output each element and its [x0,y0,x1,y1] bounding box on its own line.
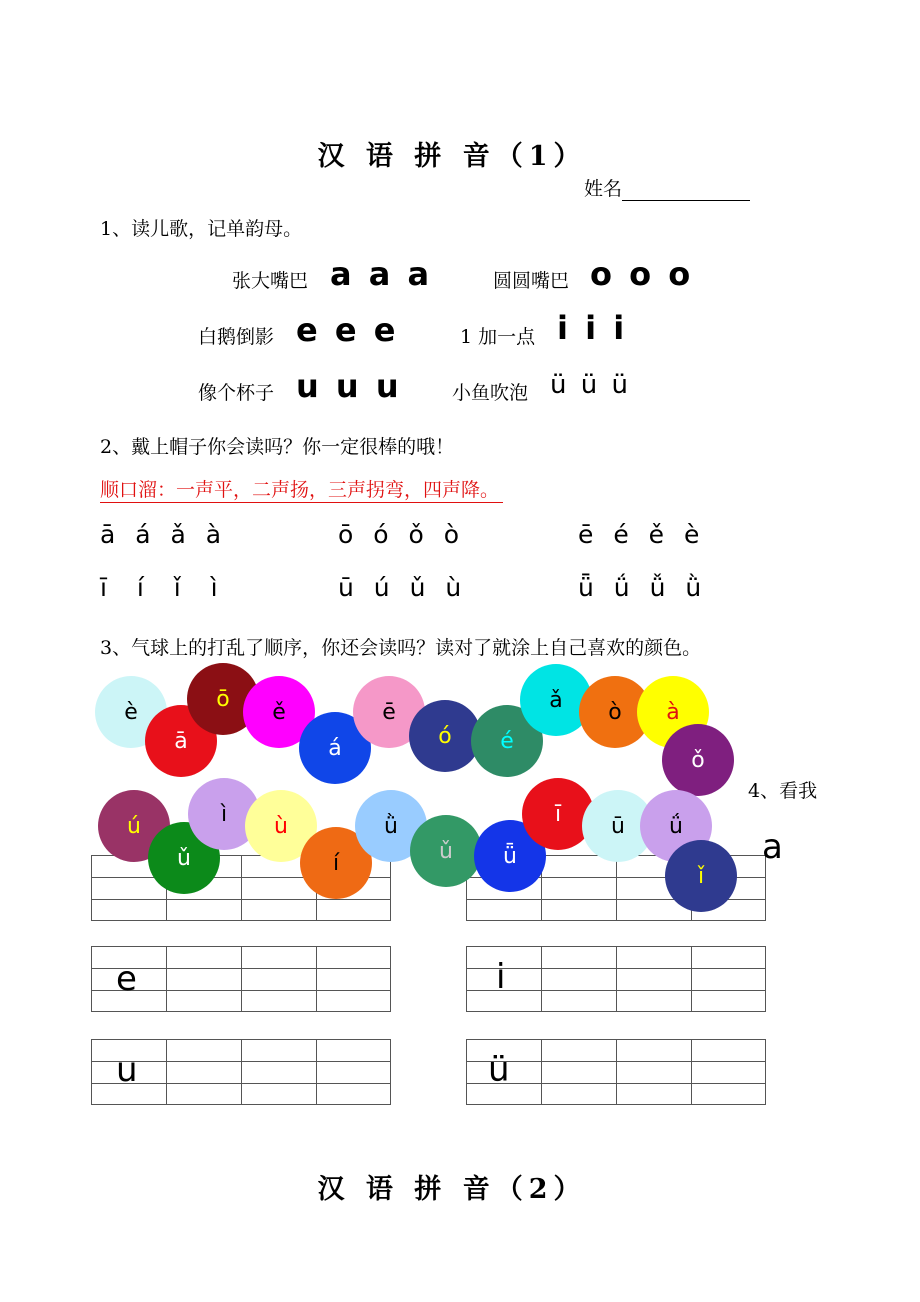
section3-heading: 3、气球上的打乱了顺序，你还会读吗？读对了就涂上自己喜欢的颜色。 [100,637,702,659]
balloon-label: ō [216,686,230,712]
tone-rhyme: 顺口溜：一声平，二声扬，三声拐弯，四声降。 [100,475,503,503]
section4-heading: 4、看我 [748,780,818,802]
rhyme-label-v: 小鱼吹泡 [452,382,529,404]
section2-heading: 2、戴上帽子你会读吗？你一定很棒的哦！ [100,436,455,458]
balloon-label: ó [438,723,452,749]
balloon-label: ū [611,813,625,839]
letters-a: a a a [330,255,430,293]
letters-o: o o o [590,255,691,293]
tones-a: ā á ǎ à [100,520,222,549]
name-label: 姓名 [584,178,623,200]
rhyme-label-u: 像个杯子 [198,382,275,404]
balloon-label: ǔ [177,845,191,871]
tones-o: ō ó ǒ ò [338,520,460,549]
balloon-label: ē [382,699,396,725]
balloon-label: ǐ [697,863,705,889]
balloon-label: é [500,728,514,754]
balloon-label: ě [272,699,286,725]
balloon-label: í [332,850,340,876]
balloon-label: ì [220,801,228,827]
grid-letter-e: e [116,959,137,999]
writing-grid-v[interactable] [466,1039,766,1105]
grid-letter-a: a [762,827,783,867]
grid-letter-i: i [496,957,506,997]
letters-e: e e e [296,311,396,349]
balloon-label: ǔ [439,838,453,864]
balloon-label: à [666,699,680,725]
writing-grid-i[interactable] [466,946,766,1012]
letters-v: ü ü ü [550,370,628,400]
grid-letter-v: ü [488,1050,510,1090]
letters-i: i i i [557,309,625,347]
tones-v: ǖ ǘ ǚ ǜ [578,573,702,602]
rhyme-label-a: 张大嘴巴 [232,270,309,292]
balloon-label: ǜ [384,813,398,839]
balloon-label: ú [127,813,141,839]
balloon-label: ǒ [691,747,705,773]
balloon-label: è [124,699,138,725]
balloon-label: ī [554,801,562,827]
balloon-label: ò [608,699,622,725]
balloon-label: ǎ [549,687,563,713]
balloon[interactable] [409,700,481,772]
tones-e: ē é ě è [578,520,700,549]
tones-i: ī í ǐ ì [100,573,218,602]
balloon-label: ǘ [669,813,683,839]
name-field[interactable] [584,174,750,201]
rhyme-label-o: 圆圆嘴巴 [493,270,570,292]
rhyme-label-e: 白鹅倒影 [198,326,275,348]
grid-letter-u: u [116,1050,138,1090]
balloon-label: ā [174,728,188,754]
balloon-label: ǖ [503,843,517,869]
page-title-2: 汉 语 拼 音（2） [317,1174,587,1205]
section1-heading: 1、读儿歌，记单韵母。 [100,218,303,240]
balloon-label: ù [274,813,288,839]
name-underline[interactable] [622,180,750,201]
balloon[interactable] [410,815,482,887]
balloon[interactable] [665,840,737,912]
letters-u: u u u [296,367,399,405]
tones-u: ū ú ǔ ù [338,573,462,602]
rhyme-label-i: 1 加一点 [460,326,536,348]
page-title: 汉 语 拼 音（1） [317,141,587,172]
balloon[interactable] [662,724,734,796]
balloon-label: á [328,735,342,761]
